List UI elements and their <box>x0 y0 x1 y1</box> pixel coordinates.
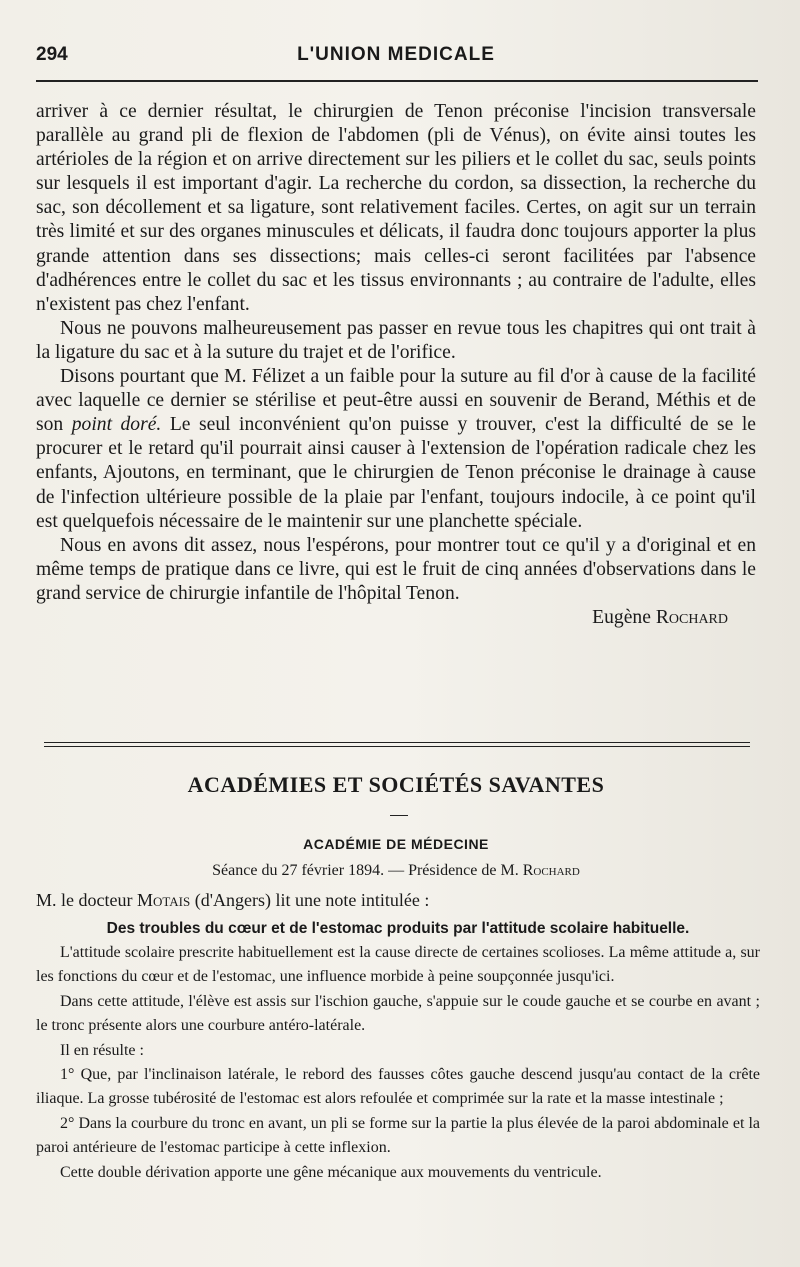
paper-title: Des troubles du cœur et de l'estomac produits par l'attitude scolaire habituelle. <box>106 920 690 937</box>
signature-first-name: Eugène <box>592 606 651 628</box>
review-paragraph: arriver à ce dernier résultat, le chirurgien de Tenon préconise l'incision transversale parallèle au grand pli de flexion de l'abdomen (pli de Vénus), on évite ainsi toutes les artérioles de la région et on arrive directement sur les piliers et le collet du sac, seuls points sur lesquels il est important d'agir. La recherche du cordon, sa dissection, la recherche du sac, son décollement et sa ligature, sont relativement faciles. Certes, on agit sur un terrain très limité et sur des organes minuscules et délicats, il faudra donc toujours apporter la plus grande attention dans ses dissections; mais celles-ci seront facilitées par l'absence d'adhérences entre le collet du sac et les tissus environnants ; au contraire de l'adulte, elles n'existent pas chez l'enfant. <box>36 101 756 315</box>
communication-paragraph: Dans cette attitude, l'élève est assis sur l'ischion gauche, s'appuie sur le coude gauche et se courbe en avant ; le tronc présente alors une courbure antéro-latérale. <box>36 992 760 1035</box>
journal-title: L'UNION MEDICALE <box>297 44 495 65</box>
communication-text <box>36 888 760 1185</box>
review-text: Disons pourtant que M. Félizet a un faible pour la suture au fil d'or à cause de la facilité avec laquelle ce dernier se stérilise et peut-être aussi en souvenir de Berand, Méthis et de son <box>36 366 756 436</box>
subsection-title: ACADÉMIE DE MÉDECINE <box>303 836 489 852</box>
lead-text: (d'Angers) lit une note intitulée : <box>194 890 430 910</box>
review-paragraph: Nous en avons dit assez, nous l'espérons, pour montrer tout ce qu'il y a d'original et en même temps de pratique dans ce livre, qui est le fruit de cinq années d'observations dans le grand service de chirurgie infantile de l'hôpital Tenon. <box>36 534 756 604</box>
session-line <box>36 862 756 880</box>
communication-paragraph: 1° Que, par l'inclinaison latérale, le rebord des fausses côtes gauche descend jusqu'au contact de la crête iliaque. La grosse tubérosité de l'estomac est alors refoulée et comprimée sur la rate et la masse intestinale ; <box>36 1066 760 1108</box>
author-name: Motais <box>136 890 191 910</box>
review-paragraph: Nous ne pouvons malheureusement pas passer en revue tous les chapitres qui ont trait à la ligature du sac et à la suture du trajet et de l'orifice. <box>36 317 756 363</box>
session-president: Rochard <box>522 862 580 879</box>
page-number: 294 <box>36 44 68 65</box>
review-text: Le seul inconvénient qu'on puisse y trouver, c'est la difficulté de se le procurer et le retard qu'il pourrait ainsi causer à l'extension de l'opération radicale chez les enfants, Ajoutons, en terminant, que le chirurgien de Tenon préconise le drainage à cause de l'infection ultérieure possible de la plaie par l'enfant, toujours indocile, à ce point qu'il est quelquefois nécessaire de le maintenir sur une planchette spéciale. <box>36 414 756 532</box>
communication-paragraph: Cette double dérivation apporte une gêne mécanique aux mouvements du ventricule. <box>60 1163 602 1181</box>
communication-paragraph: Il en résulte : <box>60 1041 144 1059</box>
lead-text: M. le docteur <box>36 890 133 910</box>
communication-paragraph: L'attitude scolaire prescrite habituellement est la cause directe de certaines scolioses. La même attitude a, sur les fonctions du cœur et de l'estomac, une influence morbide à peine soupçonnée jusqu'ici. <box>36 944 760 986</box>
section-divider <box>44 742 750 747</box>
review-paragraph <box>36 365 756 534</box>
header-rule <box>36 80 758 82</box>
running-header <box>36 44 756 74</box>
signature-last-name: Rochard <box>655 606 728 628</box>
italic-phrase: point doré. <box>71 414 162 436</box>
session-text: Séance du 27 février 1894. — Présidence de M. <box>212 862 519 879</box>
section-title: ACADÉMIES ET SOCIÉTÉS SAVANTES <box>187 772 605 797</box>
communication-paragraph: 2° Dans la courbure du tronc en avant, un pli se forme sur la partie la plus élevée de la paroi abdominale et la paroi antérieure de l'estomac participe à cette inflexion. <box>36 1114 760 1157</box>
communication-lead <box>36 888 760 913</box>
book-review-text <box>36 100 756 630</box>
title-dash <box>390 815 408 816</box>
author-signature <box>36 606 756 630</box>
